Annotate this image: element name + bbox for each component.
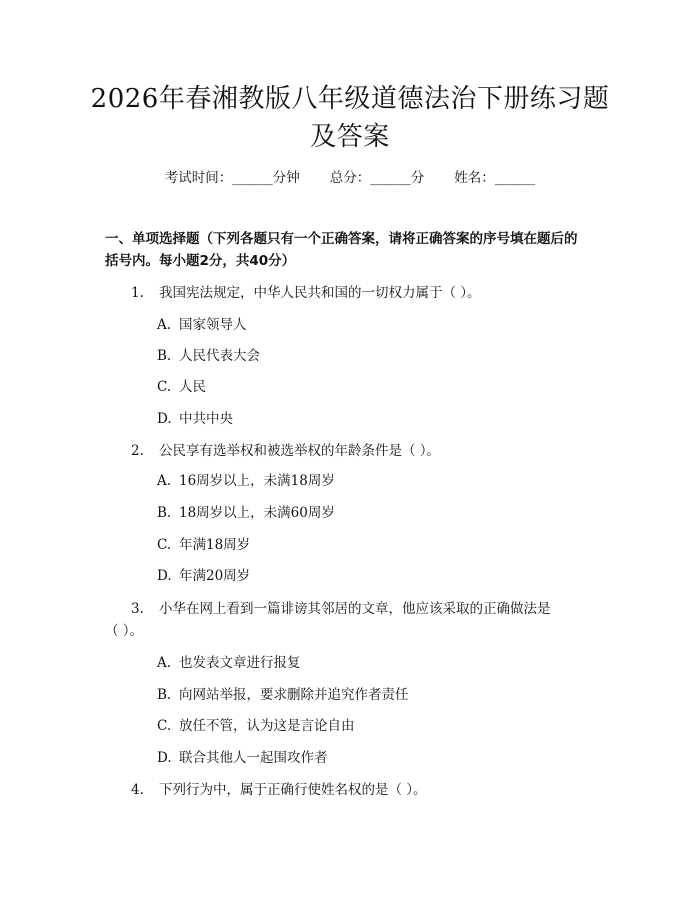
student-name-label: 姓名：______ (454, 170, 536, 186)
option-text: 年满18周岁 (179, 537, 251, 553)
option-text: 16周岁以上，未满18周岁 (179, 473, 335, 489)
question-1-option-a (157, 315, 247, 335)
page-title-continued: 及答案 (310, 122, 390, 152)
question-3-option-a (157, 653, 301, 673)
question-text: 下列行为中，属于正确行使姓名权的是（ ）。 (159, 782, 427, 798)
question-2-option-b (157, 503, 335, 523)
question-number: 2. (131, 443, 144, 459)
question-number: 1. (131, 285, 144, 301)
question-number: 4. (131, 782, 144, 798)
option-text: 18周岁以上，未满60周岁 (179, 505, 335, 521)
question-text: 小华在网上看到一篇诽谤其邻居的文章，他应该采取的正确做法是 (159, 601, 551, 617)
question-1 (105, 282, 595, 304)
option-letter: C. (157, 718, 172, 734)
option-text: 人民代表大会 (179, 348, 260, 364)
question-4 (105, 779, 595, 801)
section-heading-continued: 括号内。每小题2分，共40分） (105, 253, 296, 269)
question-text: 公民享有选举权和被选举权的年龄条件是（ ）。 (159, 443, 441, 459)
option-text: 人民 (179, 379, 206, 395)
option-text: 向网站举报，要求删除并追究作者责任 (179, 687, 409, 703)
option-letter: A. (157, 317, 172, 333)
question-2-option-a (157, 471, 335, 491)
section-heading: 一、单项选择题（下列各题只有一个正确答案，请将正确答案的序号填在题后的 (105, 231, 578, 247)
option-letter: C. (157, 379, 172, 395)
exam-meta (0, 168, 700, 188)
question-2-option-d (157, 566, 250, 586)
question-3-option-b (157, 685, 409, 705)
option-text: 中共中央 (179, 411, 233, 427)
option-text: 年满20周岁 (179, 568, 251, 584)
option-text: 也发表文章进行报复 (179, 655, 301, 671)
option-letter: D. (157, 411, 172, 427)
question-1-option-d (157, 409, 233, 429)
option-text: 放任不管，认为这是言论自由 (179, 718, 355, 734)
option-letter: B. (157, 687, 172, 703)
page-title: 2026年春湘教版八年级道德法治下册练习题 (90, 84, 610, 114)
option-text: 联合其他人一起围攻作者 (179, 750, 328, 766)
question-text: 我国宪法规定，中华人民共和国的一切权力属于（ ）。 (159, 285, 481, 301)
question-1-option-c (157, 377, 206, 397)
question-3 (105, 598, 595, 620)
question-3-option-d (157, 748, 328, 768)
question-3-option-c (157, 716, 355, 736)
option-letter: C. (157, 537, 172, 553)
option-text: 国家领导人 (179, 317, 247, 333)
exam-time-label: 考试时间：______分钟 (164, 170, 300, 186)
question-2-option-c (157, 535, 250, 555)
option-letter: A. (157, 473, 172, 489)
question-2 (105, 440, 595, 462)
question-number: 3. (131, 601, 144, 617)
option-letter: D. (157, 750, 172, 766)
option-letter: B. (157, 505, 172, 521)
option-letter: D. (157, 568, 172, 584)
question-1-option-b (157, 346, 260, 366)
option-letter: A. (157, 655, 172, 671)
total-score-label: 总分：______分 (329, 170, 425, 186)
option-letter: B. (157, 348, 172, 364)
question-text-continued: （ ）。 (105, 623, 144, 639)
question-3-continued (105, 620, 595, 642)
